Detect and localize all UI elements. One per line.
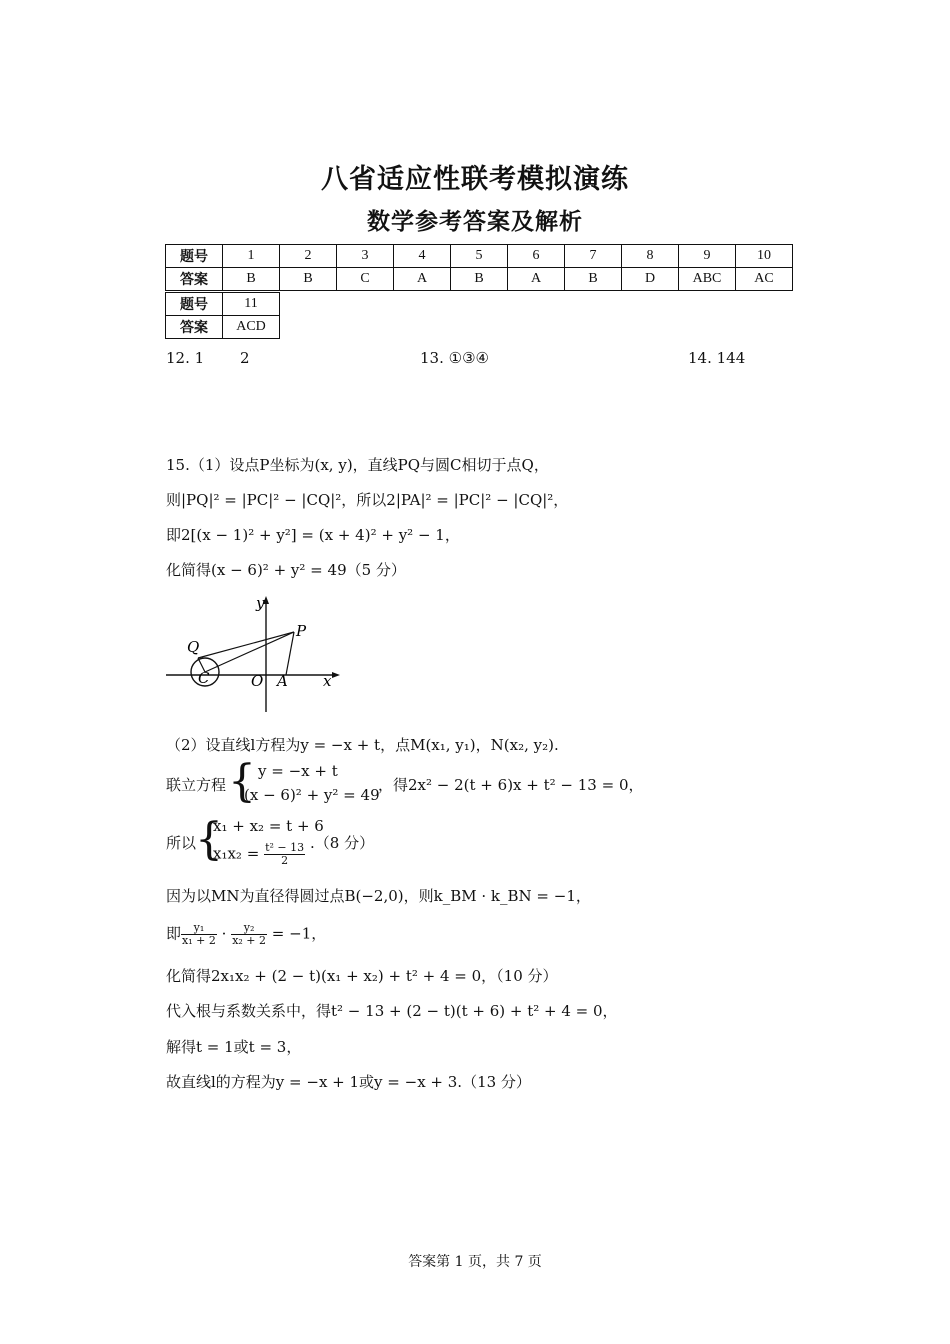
sys2-eq2 [213,842,305,867]
header-label: 题号 [166,293,223,316]
solution15-line7: 化简得2x₁x₂ + (2 − t)(x₁ + x₂) + t² + 4 = 0，（10 分） [166,967,558,985]
table-cell: AC [736,268,793,291]
solution15-line6 [166,922,326,947]
fraction-1 [181,922,217,947]
page-footer: 答案第 1 页，共 7 页 [408,1254,542,1270]
page-title: 八省适应性联考模拟演练 [321,164,629,195]
sys2-prefix: 所以 [166,834,197,852]
table-row-numbers [166,245,793,268]
table-cell: 10 [736,245,793,268]
solution15-line2: 则|PQ|² = |PC|² − |CQ|²，所以2|PA|² = |PC|² − |CQ|²， [166,491,569,509]
label-p: P [296,622,307,640]
segment-pa [286,632,294,675]
sys2-fraction-den: 2 [281,854,289,867]
answer-label: 答案 [166,268,223,291]
table-cell: 8 [622,245,679,268]
answer-label: 答案 [166,316,223,339]
table-cell: 3 [337,245,394,268]
solution15-line4: 化简得(x − 6)² + y² = 49（5 分） [166,561,406,579]
sys2-fraction-num: t² − 13 [265,841,305,854]
answer-table-row1 [165,244,793,291]
table-cell: 2 [280,245,337,268]
label-o: O [251,672,264,690]
table-cell: 6 [508,245,565,268]
table-cell: 11 [223,293,280,316]
table-cell: 1 [223,245,280,268]
x-axis-arrow-icon [332,672,340,678]
table-cell: ABC [679,268,736,291]
header-label: 题号 [166,245,223,268]
table-cell: B [223,268,280,291]
solution15-line10: 故直线l的方程为y = −x + 1或y = −x + 3.（13 分） [166,1073,531,1091]
sys1-prefix: 联立方程 [166,776,227,794]
sys2-eq1: x₁ + x₂ = t + 6 [213,817,324,835]
fraction-1-num: y₁ [181,922,217,935]
solution15-line1: 15.（1）设点P坐标为(x, y)，直线PQ与圆C相切于点Q， [166,456,549,474]
solution15-line5: 因为以MN为直径得圆过点B(−2,0)，则k_BM · k_BN = −1， [166,887,591,905]
solution15-line9: 解得t = 1或t = 3， [166,1038,302,1056]
label-c: C [198,669,210,687]
sys2-eq2-lhs: x₁x₂ = [213,844,260,863]
label-q: Q [187,638,200,656]
sys2-fraction [264,842,305,867]
label-a: A [277,672,288,690]
q12-answer-second: 2 [240,349,250,367]
table-row-answers [166,268,793,291]
table-cell: 4 [394,245,451,268]
table-cell: B [280,268,337,291]
line6-dot: · [221,924,227,943]
fraction-2-num: y₂ [231,922,267,935]
table-cell: B [451,268,508,291]
table-cell: D [622,268,679,291]
table-cell: C [337,268,394,291]
fraction-1-den: x₁ + 2 [182,934,216,947]
q12-answer: 12. 1 [166,349,205,367]
table-cell: B [565,268,622,291]
solution15-part2: （2）设直线l方程为y = −x + t，点M(x₁, y₁)，N(x₂, y₂). [166,736,559,754]
solution15-line3: 即2[(x − 1)² + y²] = (x + 4)² + y² − 1， [166,526,460,544]
sys1-eq2: (x − 6)² + y² = 49 [244,786,380,804]
solution15-line8: 代入根与系数关系中，得t² − 13 + (2 − t)(t + 6) + t² + 4 = 0， [166,1002,618,1020]
table-cell: 9 [679,245,736,268]
geometry-figure [160,590,350,715]
table-cell: ACD [223,316,280,339]
label-x: x [323,672,332,690]
fraction-2-den: x₂ + 2 [232,934,267,947]
answer-table-row2 [165,292,280,339]
sys2-suffix: .（8 分） [310,834,375,852]
page-subtitle: 数学参考答案及解析 [367,209,583,235]
sys1-eq1: y = −x + t [258,762,338,780]
table-row-numbers [166,293,280,316]
q14-answer: 14. 144 [688,349,746,367]
table-cell: A [394,268,451,291]
sys2-brace-icon: { [195,814,223,865]
sys1-suffix: ，得2x² − 2(t + 6)x + t² − 13 = 0， [378,776,644,794]
table-row-answers [166,316,280,339]
table-cell: 5 [451,245,508,268]
label-y: y [256,594,265,612]
fraction-2 [231,922,267,947]
table-cell: A [508,268,565,291]
q13-answer: 13. ①③④ [420,349,489,367]
line6-suffix: = −1， [271,924,327,943]
line6-prefix: 即 [166,924,182,943]
sys1-brace-icon: { [228,756,256,807]
table-cell: 7 [565,245,622,268]
